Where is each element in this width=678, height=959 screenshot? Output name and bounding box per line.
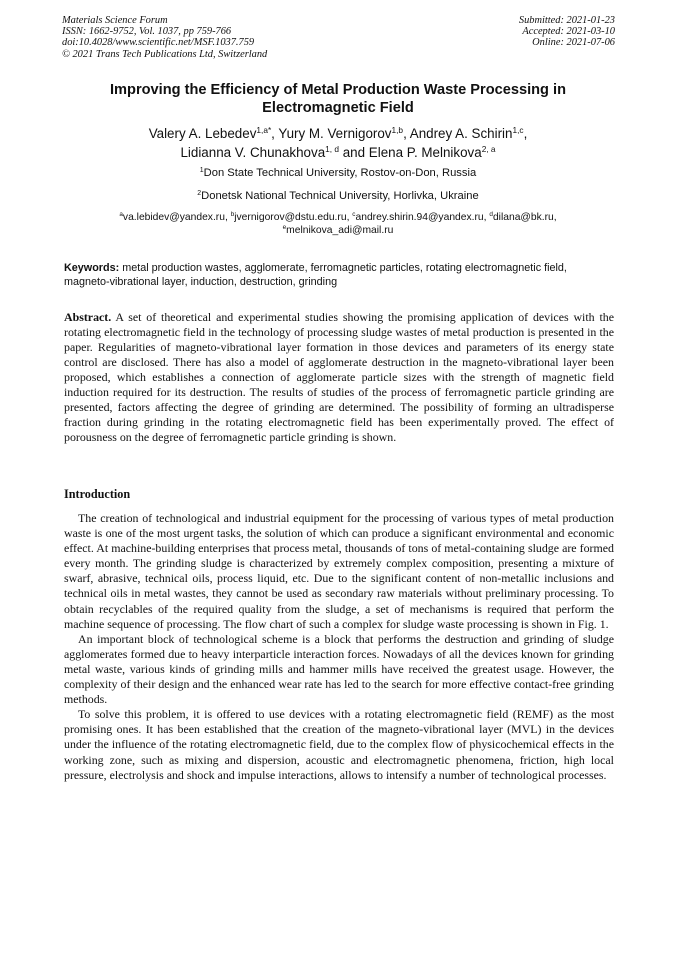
author-separator: and <box>338 145 369 160</box>
email-link[interactable]: va.lebidev@yandex.ru, <box>122 212 231 223</box>
email-superscript: e <box>282 224 287 232</box>
paper-title: Improving the Efficiency of Metal Production Waste Processing in Electromagnetic Field <box>110 82 566 116</box>
email-link[interactable]: jvernigorov@dstu.edu.ru, <box>234 212 353 223</box>
body-paragraph: An important block of technological scheme is a block that performs the destruction and grinding of sludge agglomerates formed due to heavy interparticle interaction forces. Nowadays of all the devices known for grinding metal waste, various kinds of grinding mills and hammer mills have received the greatest usage. However, the complexity of their design and the enhanced wear rate has led to the search for more effective contact-free grinding methods. <box>64 631 614 707</box>
copyright-line: © 2021 Trans Tech Publications Ltd, Switzerland <box>62 48 268 60</box>
author-separator: , <box>523 126 528 141</box>
author-superscript: 1,c <box>512 125 524 136</box>
online-date: Online: 2021-07-06 <box>532 37 615 49</box>
introduction-body <box>64 511 614 783</box>
author-name: Andrey A. Schirin <box>409 126 513 141</box>
affiliation-2 <box>62 190 614 203</box>
author-name: Valery A. Lebedev <box>148 126 257 141</box>
journal-name: Materials Science Forum <box>62 15 168 26</box>
email-link[interactable]: melnikova_adi@mail.ru <box>286 225 394 236</box>
abstract-label: Abstract. <box>64 310 112 324</box>
keywords-section <box>64 261 614 289</box>
author-separator: , <box>403 126 410 141</box>
email-superscript: b <box>230 211 235 219</box>
author-superscript: 1,a* <box>256 125 272 136</box>
keywords-text: metal production wastes, agglomerate, ferromagnetic particles, rotating electromagnetic field, magneto-vibrational layer, induction, destruction, grinding <box>64 262 567 288</box>
author-name: Lidianna V. Chunakhova <box>180 145 326 160</box>
email-superscript: c <box>352 211 356 219</box>
body-paragraph: To solve this problem, it is offered to use devices with a rotating electromagnetic field (REMF) as the most promising ones. It has been established that the creation of the magneto-vibrational layer (MVL) in the devices under the influence of the rotating electromagnetic field, due to the complex flow of physicochemical effects in the working zone, such as mixing and dispersion, acoustic and electromagnetic phenomena, friction, high local pressure, electrolysis and shock and impulse interactions, allows to intensify a number of technological processes. <box>64 707 614 782</box>
author-superscript: 1,b <box>391 125 404 136</box>
email-superscript: d <box>489 211 493 219</box>
author-superscript: 1, d <box>325 144 339 155</box>
publication-dates <box>415 15 615 49</box>
author-emails <box>62 211 614 237</box>
affiliation-superscript: 2 <box>197 189 202 197</box>
issn-line: ISSN: 1662-9752, Vol. 1037, pp 759-766 <box>62 26 232 38</box>
email-link[interactable]: dilana@bk.ru, <box>492 212 557 223</box>
author-name: Elena P. Melnikova <box>368 145 482 160</box>
affiliation-text: Donetsk National Technical University, Horlivka, Ukraine <box>201 190 479 202</box>
affiliation-1 <box>62 167 614 180</box>
author-superscript: 2, a <box>481 144 496 155</box>
email-superscript: a <box>119 211 123 219</box>
journal-info <box>62 15 362 60</box>
keywords-label: Keywords: <box>64 262 120 274</box>
accepted-date: Accepted: 2021-03-10 <box>522 26 615 38</box>
abstract-section <box>64 310 614 445</box>
author-separator: , <box>271 126 279 141</box>
doi-line: doi:10.4028/www.scientific.net/MSF.1037.759 <box>62 37 255 49</box>
affiliation-text: Don State Technical University, Rostov-on-Don, Russia <box>203 167 477 179</box>
author-list <box>62 124 614 162</box>
email-link[interactable]: andrey.shirin.94@yandex.ru, <box>355 212 490 223</box>
affiliation-superscript: 1 <box>199 166 204 174</box>
body-paragraph: The creation of technological and industrial equipment for the processing of various types of metal production waste is one of the most urgent tasks, the solution of which can produce a significant environmental and economic effect. At machine-building enterprises that process metal, thousands of tons of metal-containing sludge are formed every month. The grinding sludge is characterized by extremely complex composition, presenting a mixture of swarf, abrasive, technical oils, process liquid, etc. Due to the significant content of non-metallic inclusions and technical oils in metal wastes, they cannot be used as secondary raw materials without preliminary processing. To obtain recyclables of the required quality from the sludge, a set of mechanisms is required that perform the machine sequence of processing. The flow chart of such a complex for sludge waste processing is shown in Fig. 1. <box>64 511 614 631</box>
introduction-heading: Introduction <box>64 487 131 501</box>
submitted-date: Submitted: 2021-01-23 <box>518 15 615 26</box>
author-name: Yury M. Vernigorov <box>278 126 392 141</box>
abstract-text: A set of theoretical and experimental studies showing the promising application of devices with the rotating electromagnetic field in the technology of processing sludge wastes of metal production is presented in the paper. Regularities of magneto-vibrational layer formation in those devices and parameters of its energy state control are disclosed. There has also a model of agglomerate destruction in the magneto-vibrational layer been proposed, which establishes a connection of agglomerate particle sizes with the strength of magnetic field induction required for its destruction. The results of studies of the process of ferromagnetic particle grinding are presented, factors affecting the degree of grinding are determined. The possibility of forming an ultradisperse fraction during grinding in the rotating electromagnetic field has been experimentally proved. The effect of porousness on the degree of ferromagnetic particle grinding is shown. <box>64 310 614 444</box>
